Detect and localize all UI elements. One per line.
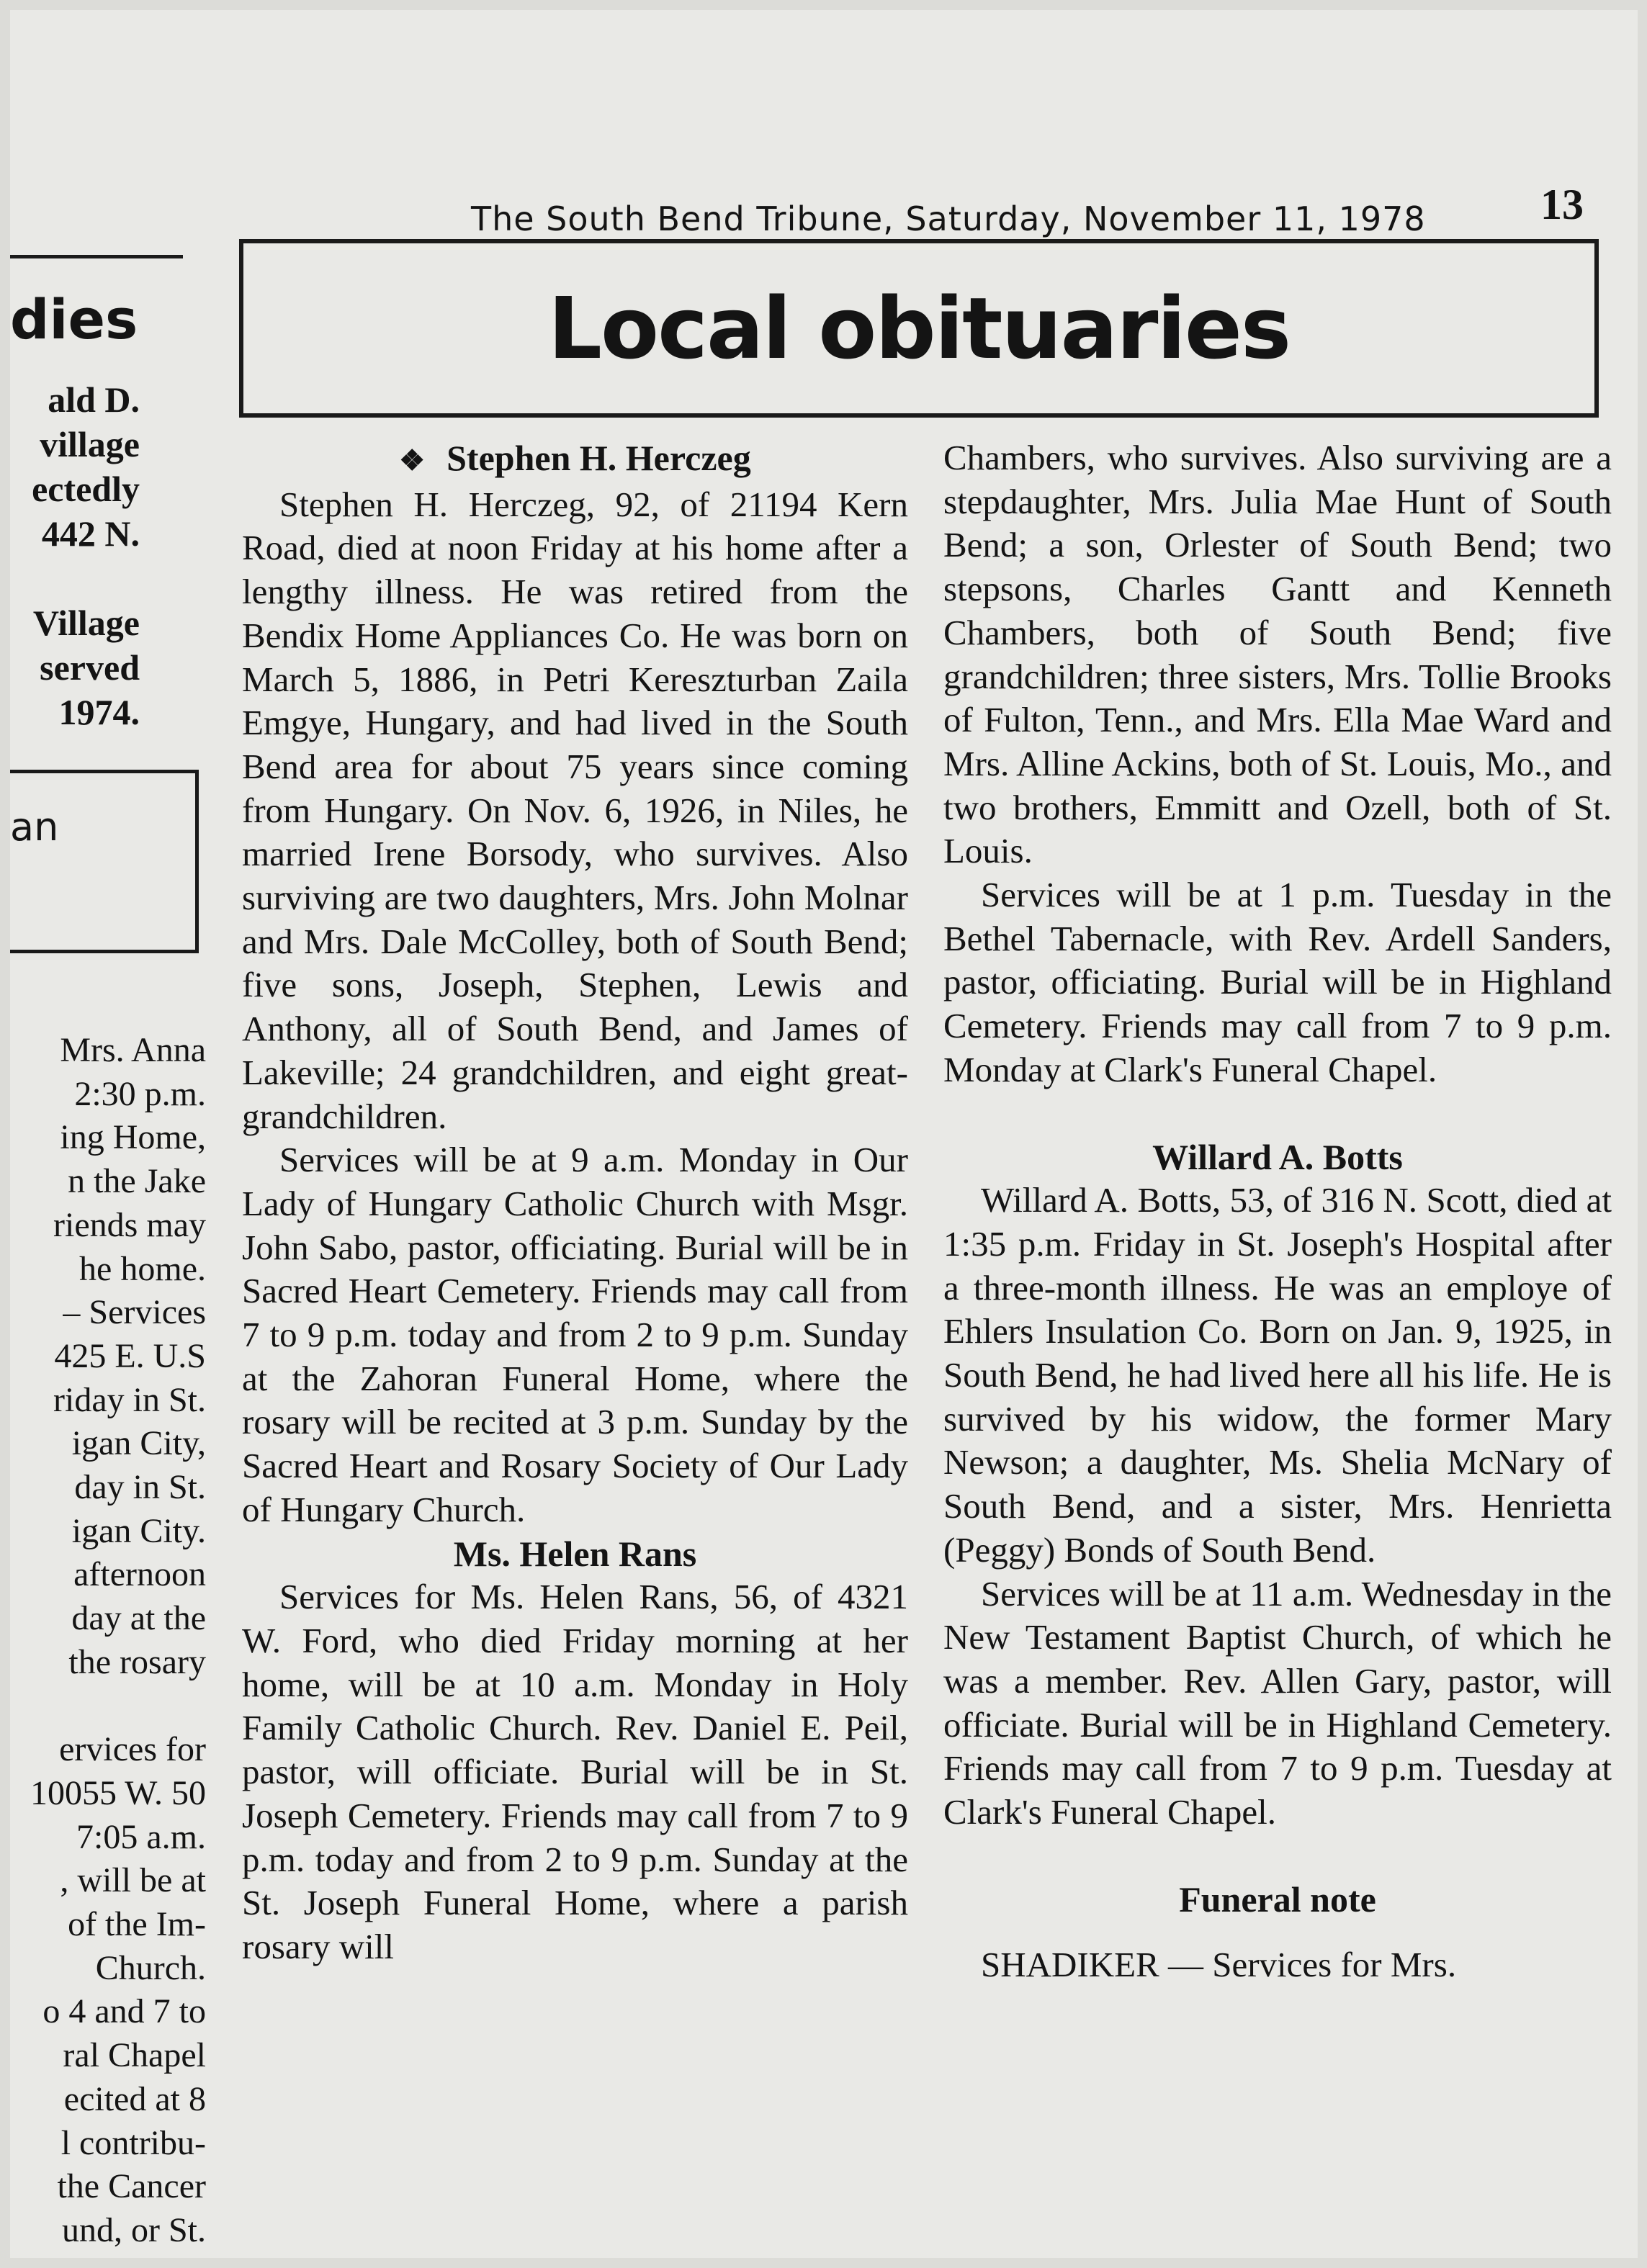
left-column-fragment: – Services [63, 1293, 206, 1332]
left-column-box [10, 770, 199, 953]
funeral-note-lead: SHADIKER — Services for Mrs. [981, 1944, 1457, 1984]
newspaper-page [10, 10, 1638, 2258]
left-column-fragment: 425 E. U.S [54, 1336, 206, 1375]
left-column-fragment: , will be at [60, 1861, 206, 1900]
section-title: Local obituaries [547, 279, 1291, 378]
left-column-fragment: of the Im- [68, 1905, 206, 1944]
left-column-fragment: o 4 and 7 to [42, 1992, 206, 2031]
left-column-fragment: 1974. [58, 692, 140, 732]
left-column-fragment: served [40, 647, 140, 688]
left-column-fragment: 10055 W. 50 [30, 1773, 206, 1812]
left-column-fragment: the Cancer [57, 2167, 206, 2206]
left-column-fragment: Village [32, 603, 140, 643]
ornament-icon: ❖ [399, 444, 426, 477]
left-column-fragment: village [40, 424, 140, 464]
left-column-fragment: Church. [95, 1948, 206, 1987]
masthead: The South Bend Tribune, Saturday, November 11, 1978 [471, 199, 1426, 238]
obituary-paragraph: Services will be at 9 a.m. Monday in Our Lady of Hungary Catholic Church with Msgr. John Sabo, pastor, officiating. Burial will be in Sacred Heart Cemetery. Friends may call from 7 to 9 p.m. today and from 2 to 9 p.m. Sunday at the Zahoran Funeral Home, where the rosary will be recited at 3 p.m. Sunday by the Sacred Heart and Rosary Society of Our Lady of Hungary Church. [242, 1140, 908, 1529]
left-column-fragment [10, 1685, 206, 1729]
left-column-rule [10, 255, 183, 258]
left-column-fragment: afternoon [73, 1555, 206, 1594]
column-two [943, 436, 1612, 1986]
section-title-box [239, 239, 1599, 418]
left-column-fragment: riday in St. [53, 1380, 206, 1419]
obituary-paragraph: Services for Ms. Helen Rans, 56, of 4321 W. Ford, who died Friday morning at her home, will be at 10 a.m. Monday in Holy Family Catholic Church. Rev. Daniel E. Peil, pastor, will officiate. Burial will be in St. Joseph Cemetery. Friends may call from 7 to 9 p.m. today and from 2 to 9 p.m. Sunday at the St. Joseph Funeral Home, where a parish rosary will [242, 1577, 908, 1966]
left-column-body-fragments [10, 1029, 206, 2253]
spacer [943, 1092, 1612, 1135]
left-column-fragment [10, 556, 140, 600]
left-column-fragment: ing Home, [60, 1118, 206, 1157]
left-column-fragment: ectedly [32, 469, 140, 509]
left-column-headline: dies [10, 287, 138, 351]
left-column-fragment: 2:30 p.m. [74, 1074, 206, 1113]
left-column-fragment: Mrs. Anna [60, 1031, 206, 1069]
left-column-fragment: ervices for [59, 1730, 206, 1769]
left-column-fragment: igan City, [71, 1424, 206, 1463]
left-column-fragment: n the Jake [68, 1162, 206, 1201]
obituary-heading-herczeg: ❖ Stephen H. Herczeg [399, 438, 751, 478]
obituary-heading-rans: Ms. Helen Rans [453, 1533, 697, 1574]
obituary-paragraph: Services will be at 1 p.m. Tuesday in the Bethel Tabernacle, with Rev. Ardell Sanders, pastor, officiating. Burial will be in Highland Cemetery. Friends may call from 7 to 9 p.m. Monday at Clark's Funeral Chapel. [943, 875, 1612, 1089]
left-column-fragment: the rosary [68, 1642, 206, 1681]
left-column-fragment: riends may [53, 1205, 206, 1244]
page-number: 13 [1540, 181, 1584, 228]
left-column-fragment: day in St. [74, 1468, 206, 1507]
obituary-heading-botts: Willard A. Botts [1152, 1136, 1403, 1177]
left-column-fragment: ald D. [48, 379, 140, 420]
left-column-bold-fragments [10, 377, 140, 734]
spacer [943, 1835, 1612, 1878]
left-column-fragment: l contribu- [60, 2123, 206, 2162]
left-column-fragment: 7:05 a.m. [76, 1817, 206, 1856]
obituary-paragraph: Chambers, who survives. Also surviving are a stepdaughter, Mrs. Julia Mae Hunt of South Bend; a son, Orlester of South Bend; two stepsons, Charles Gantt and Kenneth Chambers, both of South Bend; five grandchildren; three sisters, Mrs. Tollie Brooks of Fulton, Tenn., and Mrs. Ella Mae Ward and Mrs. Alline Ackins, both of St. Louis, Mo., and two brothers, Emmitt and Ozell, both of St. Louis. [943, 438, 1612, 871]
column-one [242, 436, 908, 1969]
funeral-note-heading: Funeral note [1179, 1878, 1376, 1920]
left-column-fragment: day at the [71, 1599, 206, 1638]
left-column-fragment: ecited at 8 [63, 2079, 206, 2118]
left-column-fragment: 442 N. [41, 513, 140, 554]
left-column-fragment: und, or St. [61, 2210, 206, 2249]
left-column-fragment: ral Chapel [63, 2036, 206, 2075]
left-column-box-text: an [10, 804, 59, 850]
spacer [943, 1922, 1612, 1943]
obituary-paragraph: Services will be at 11 a.m. Wednesday in the New Testament Baptist Church, of which he was a member. Rev. Allen Gary, pastor, will officiate. Burial will be in Highland Cemetery. Friends may call from 7 to 9 p.m. Tuesday at Clark's Funeral Chapel. [943, 1573, 1612, 1832]
left-column-fragment: he home. [79, 1249, 206, 1288]
obituary-paragraph: Stephen H. Herczeg, 92, of 21194 Kern Road, died at noon Friday at his home after a lengthy illness. He was retired from the Bendix Home Appliances Co. He was born on March 5, 1886, in Petri Keresztur​ban Zaila Emgye, Hungary, and had lived in the South Bend area for about 75 years since coming from Hungary. On Nov. 6, 1926, in Niles, he married Irene Borsody, who survives. Also surviving are two daughters, Mrs. John Molnar and Mrs. Dale McColley, both of South Bend; five sons, Joseph, Stephen, Lewis and Anthony, all of South Bend, and James of Lakeville; 24 grandchildren, and eight great-grandchildren. [242, 484, 908, 1136]
left-column-fragment: igan City. [71, 1511, 206, 1550]
obituary-paragraph: Willard A. Botts, 53, of 316 N. Scott, died at 1:35 p.m. Friday in St. Joseph's Hospital after a three-month illness. He was an employe of Ehlers Insulation Co. Born on Jan. 9, 1925, in South Bend, he had lived here all his life. He is survived by his widow, the former Mary Newson; a daughter, Ms. Shelia McNary of South Bend, and a sister, Mrs. Henrietta (Peggy) Bonds of South Bend. [943, 1180, 1612, 1570]
